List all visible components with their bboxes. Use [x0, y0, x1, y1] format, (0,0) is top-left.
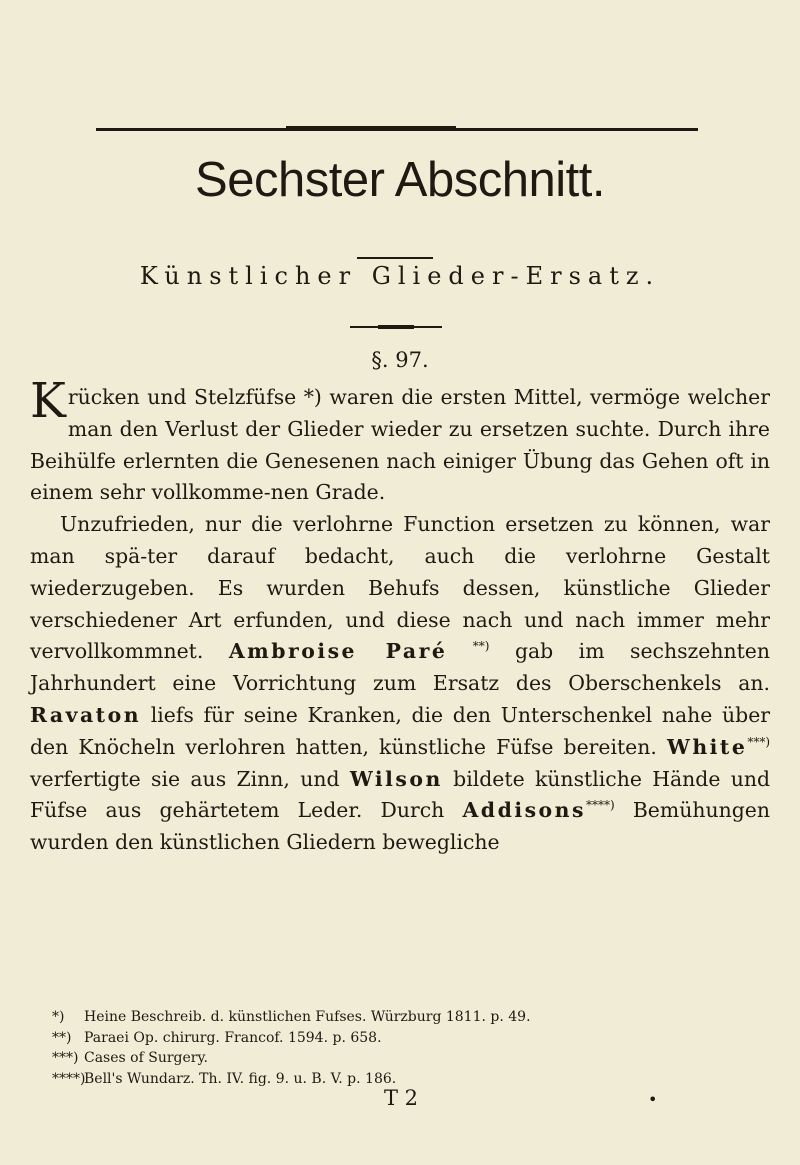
footnote-text: Heine Beschreib. d. künstlichen Fufses. Würzburg 1811. p. 49. [84, 1009, 531, 1025]
paragraph-2-text: bildete künstliche Hände und Füfse aus gehärtetem Leder. Durch [30, 766, 771, 823]
footnote-mark: ***) [52, 1050, 79, 1066]
paragraph-2-text: verfertigte sie aus Zinn, und [30, 766, 340, 791]
ornament-rule [350, 326, 442, 328]
page-dot: • [648, 1090, 658, 1109]
paragraph-2 [30, 509, 770, 859]
footnote-mark: **) [52, 1029, 72, 1046]
paragraph-1-text: rücken und Stelzfüfse *) waren die ersten Mittel, vermöge welcher man den Verlust der Glieder wieder zu ersetzen suchte. Durch ihre Beihülfe erlernten die Genesenen nach einiger Übung das Gehen oft in einem sehr vollkomme-nen Grade. [30, 385, 770, 505]
signature-mark: T 2 [384, 1086, 419, 1110]
section-subtitle: Künstlicher Glieder-Ersatz. [139, 262, 661, 290]
top-rule [96, 128, 698, 131]
person-name: Ravaton [30, 702, 142, 727]
footnote-text: Bell's Wundarz. Th. IV. fig. 9. u. B. V. p. 186. [84, 1070, 397, 1087]
paragraph-2-text: gab im sechszehnten Jahrhundert eine Vorrichtung zum Ersatz des Oberschenkels an. [30, 639, 771, 696]
person-name: Ambroise Paré [228, 639, 448, 664]
footnote-ref: **) [472, 639, 490, 654]
footnotes [52, 1007, 770, 1089]
paragraph-2-text: liefs für seine Kranken, die den Unterschenkel nahe über den Knöcheln verlohren hatten, künstliche Füfse bereiten. [30, 702, 771, 759]
person-name: Addisons [462, 798, 586, 823]
footnote-ref: ****) [585, 798, 615, 813]
footnote-mark: *) [52, 1009, 65, 1025]
footnote-ref: ***) [747, 734, 771, 749]
person-name: White [666, 734, 748, 759]
paragraph-2-text: Unzufrieden, nur die verlohrne Function ersetzen zu können, war man spä-ter darauf bedacht, auch die verlohrne Gestalt wiederzugeben. Es wurden Behufs dessen, künstliche Glieder verschiedener Art erfunden, und diese nach und nach immer mehr vervollkommnet. [30, 512, 770, 664]
body-text [30, 373, 771, 859]
footnote-text: Paraei Op. chirurg. Francof. 1594. p. 658. [84, 1029, 382, 1046]
person-name: Wilson [349, 766, 443, 791]
footnote [52, 1007, 770, 1028]
short-rule [357, 257, 433, 259]
footnote [52, 1048, 770, 1069]
footnote-text: Cases of Surgery. [84, 1050, 208, 1066]
paragraph-number: §. 97. [371, 348, 429, 372]
drop-cap: K [30, 373, 66, 429]
paragraph-2-text: Bemühungen wurden den künstlichen Gliedern bewegliche [30, 798, 770, 855]
footnote-mark: ****) [52, 1070, 86, 1087]
paragraph-1 [30, 373, 770, 509]
chapter-title: Sechster Abschnitt. [195, 153, 605, 207]
footnote [52, 1028, 770, 1049]
